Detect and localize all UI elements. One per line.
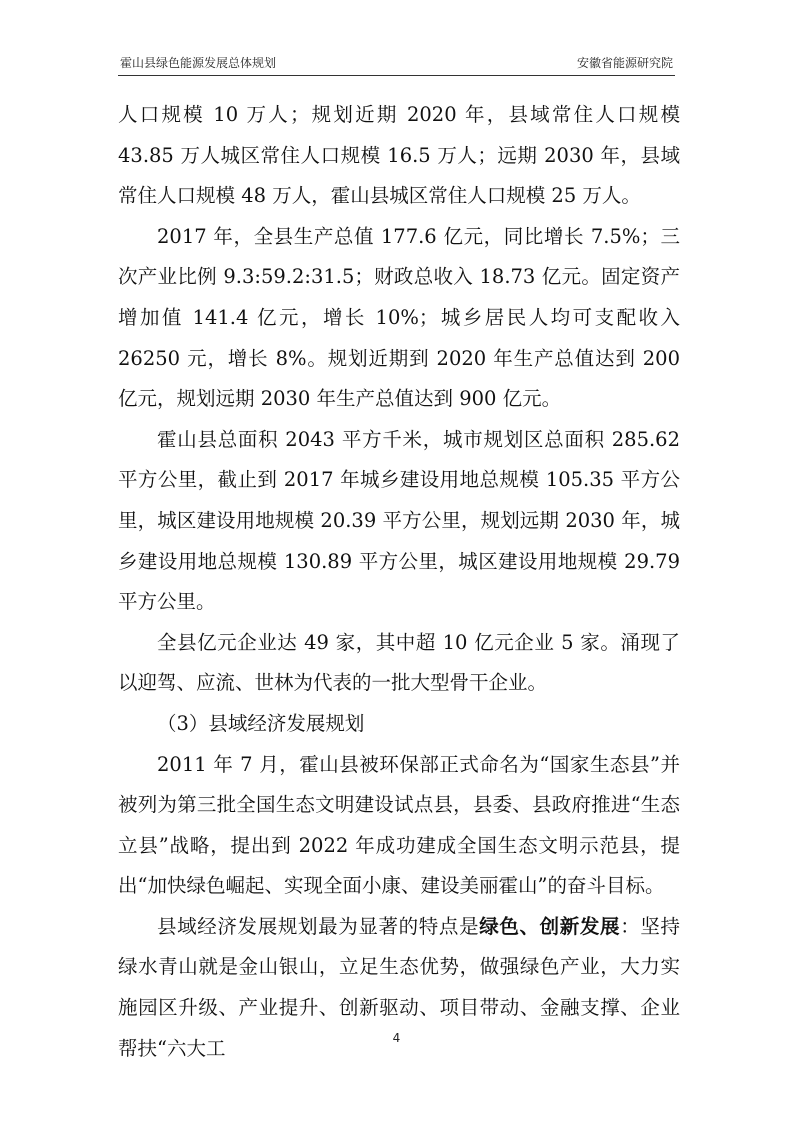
paragraph-land-area: 霍山县总面积 2043 平方千米，城市规划区总面积 285.62 平方公里，截止到 2017 年城乡建设用地总规模 105.35 平方公里，城区建设用地规模 20.39 平方公里，规划远期 2030 年，城乡建设用地总规模 130.89 平方公里，城区建设用地规模 29.79 平方公里。 — [118, 427, 680, 614]
paragraph-text-lead: 县域经济发展规划最为显著的特点是 — [157, 914, 480, 938]
paragraph-text-rest: ：坚持绿水青山就是金山银山，立足生态优势，做强绿色产业，大力实施园区升级、产业提升、创新驱动、项目带动、金融支撑、企业帮扶“六大工 — [118, 914, 680, 1060]
header-document-title: 霍山县绿色能源发展总体规划 — [120, 56, 277, 70]
paragraph-economy: 2017 年，全县生产总值 177.6 亿元，同比增长 7.5%；三次产业比例 9.3:59.2:31.5；财政总收入 18.73 亿元。固定资产增加值 141.4 亿元，增长 10%；城乡居民人均可支配收入 26250 元，增长 8%。规划近期到 2020 年生产总值达到 200 亿元，规划远期 2030 年生产总值达到 900 亿元。 — [118, 224, 680, 411]
paragraph-eco-county: 2011 年 7 月，霍山县被环保部正式命名为“国家生态县”并被列为第三批全国生态文明建设试点县，县委、县政府推进“生态立县”战略，提出到 2022 年成功建成全国生态文明示范县，提出“加快绿色崛起、实现全面小康、建设美丽霍山”的奋斗目标。 — [118, 752, 680, 898]
paragraph-population: 人口规模 10 万人；规划近期 2020 年，县域常住人口规模 43.85 万人城区常住人口规模 16.5 万人；远期 2030 年，县域常住人口规模 48 万人，霍山县城区常住人口规模 25 万人。 — [118, 103, 680, 208]
page-number: 4 — [392, 1031, 401, 1045]
header-organization: 安徽省能源研究院 — [576, 56, 673, 70]
paragraph-enterprises: 全县亿元企业达 49 家，其中超 10 亿元企业 5 家。涌现了以迎驾、应流、世林为代表的一批大型骨干企业。 — [118, 630, 680, 695]
header-divider — [118, 75, 675, 76]
page-header — [118, 52, 675, 72]
document-body — [118, 95, 680, 1069]
section-heading: （3）县域经济发展规划 — [157, 711, 365, 735]
emphasis-green-innovation: 绿色、创新发展 — [479, 914, 621, 938]
